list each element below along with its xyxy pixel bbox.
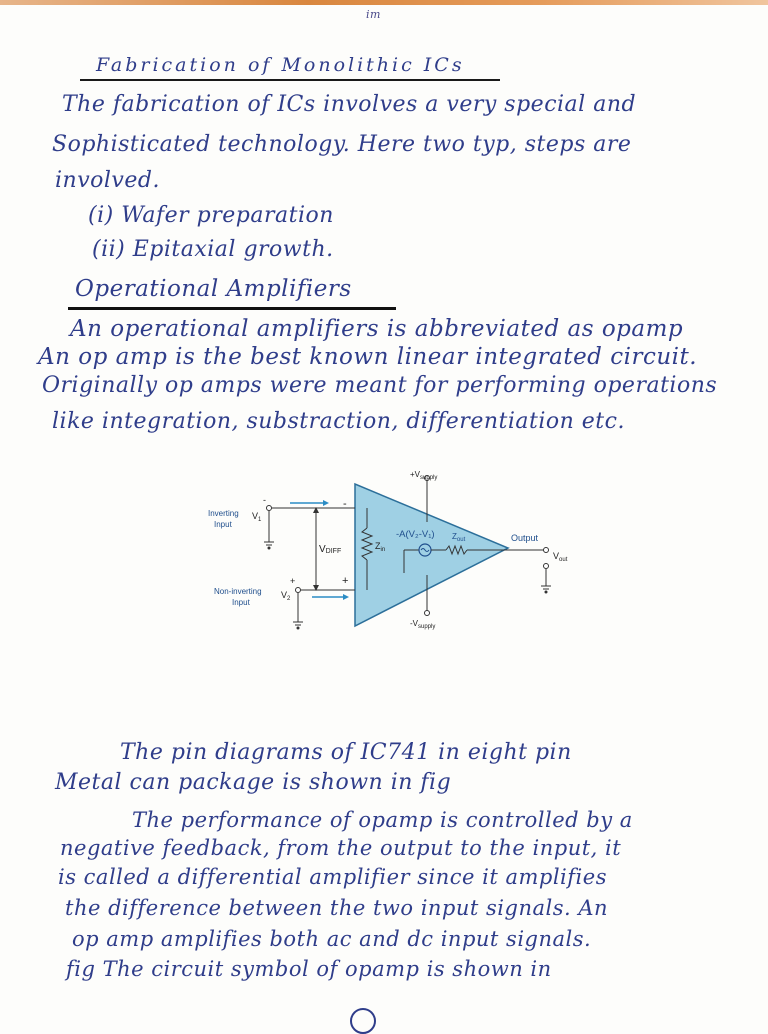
closing-line-6: the difference between the two input signals. An bbox=[65, 896, 609, 920]
vsupply-neg-label bbox=[410, 619, 435, 630]
vdiff-label bbox=[319, 544, 341, 555]
vsupply-neg-sub: supply bbox=[418, 624, 436, 630]
step-epitaxial-growth: (ii) Epitaxial growth. bbox=[92, 237, 334, 262]
page-mark: im bbox=[366, 8, 381, 21]
page-number-circle bbox=[350, 1008, 376, 1034]
inverting-minus: - bbox=[263, 495, 266, 505]
vsupply-pos-sub: supply bbox=[420, 475, 438, 481]
v1-text: V bbox=[252, 511, 259, 521]
step-wafer-preparation: (i) Wafer preparation bbox=[88, 203, 334, 228]
v1-sub: 1 bbox=[258, 517, 262, 523]
v2-sub: 2 bbox=[287, 596, 291, 602]
zin-text: Z bbox=[375, 541, 381, 551]
non-inverting-label-1: Non-inverting bbox=[214, 587, 262, 596]
vsupply-pos-label bbox=[410, 470, 437, 481]
closing-line-2: Metal can package is shown in fig bbox=[55, 770, 452, 795]
closing-line-8: fig The circuit symbol of opamp is shown in bbox=[66, 957, 552, 981]
page-title: Fabrication of Monolithic ICs bbox=[96, 54, 465, 76]
closing-line-4: negative feedback, from the output to the input, it bbox=[60, 836, 622, 860]
non-inverting-plus: + bbox=[290, 576, 296, 586]
zin-sub: in bbox=[380, 547, 386, 553]
non-inverting-label-2: Input bbox=[232, 598, 250, 607]
opamp-triangle bbox=[355, 484, 508, 626]
intro-line-3: involved. bbox=[55, 168, 160, 193]
closing-line-3: The performance of opamp is controlled by a bbox=[132, 808, 633, 832]
opamp-line-1: An operational amplifiers is abbreviated as opamp bbox=[70, 316, 684, 342]
output-label: Output bbox=[511, 533, 539, 543]
intro-line-2: Sophisticated technology. Here two typ, steps are bbox=[52, 132, 632, 157]
zout-sub: out bbox=[456, 537, 466, 543]
opamp-line-3: Originally op amps were meant for performing operations bbox=[42, 373, 718, 398]
plus-terminal: + bbox=[342, 575, 349, 587]
closing-line-1: The pin diagrams of IC741 in eight pin bbox=[120, 740, 572, 765]
vsupply-pos-text: +V bbox=[410, 470, 421, 479]
closing-line-5: is called a differential amplifier since it amplifies bbox=[58, 865, 607, 889]
vsupply-neg-text: -V bbox=[410, 619, 418, 628]
section-heading: Operational Amplifiers bbox=[75, 276, 352, 302]
vout-text: V bbox=[553, 551, 560, 561]
vdiff-text: V bbox=[319, 544, 326, 555]
intro-line-1: The fabrication of ICs involves a very special and bbox=[62, 92, 637, 117]
v2-label bbox=[281, 590, 291, 602]
opamp-line-2: An op amp is the best known linear integrated circuit. bbox=[38, 344, 698, 370]
vout-label bbox=[553, 551, 568, 563]
v2-text: V bbox=[281, 590, 288, 600]
inverting-label-1: Inverting bbox=[208, 509, 239, 518]
gain-expression: -A(V₂-V₁) bbox=[396, 529, 435, 540]
closing-line-7: op amp amplifies both ac and dc input signals. bbox=[72, 927, 592, 951]
vout-sub: out bbox=[559, 557, 568, 563]
opamp-line-4: like integration, substraction, differentiation etc. bbox=[52, 409, 625, 434]
vdiff-sub: DIFF bbox=[325, 548, 342, 555]
v1-label bbox=[252, 511, 262, 523]
zout-text: Z bbox=[452, 532, 457, 541]
inverting-label-2: Input bbox=[214, 520, 232, 529]
minus-terminal: - bbox=[343, 498, 347, 510]
